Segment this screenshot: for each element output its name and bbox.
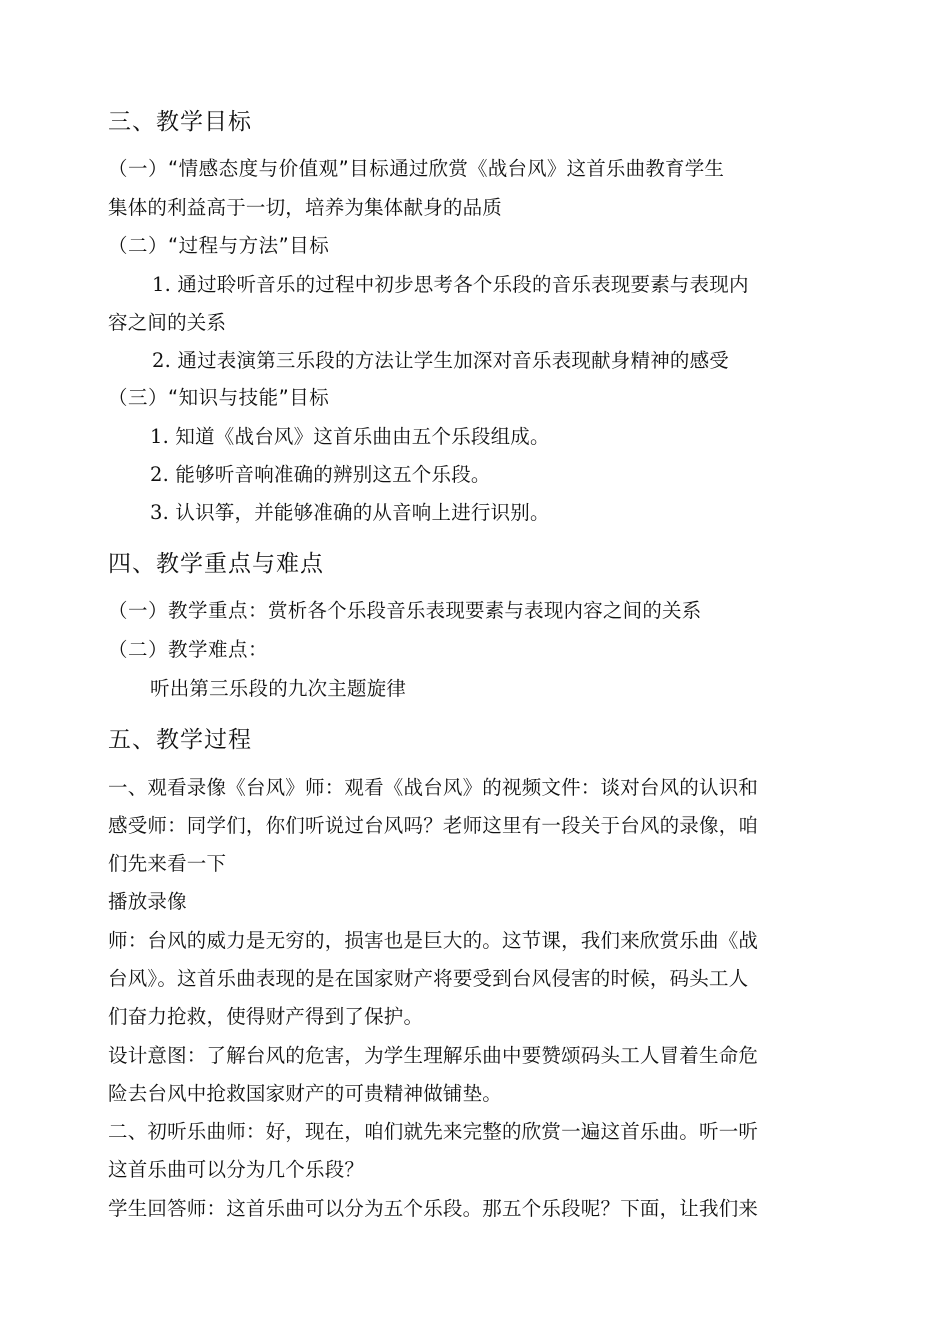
difficulty-label: （二）教学难点： [108, 638, 269, 661]
goal-1-line-2: 集体的利益高于一切，培养为集体献身的品质 [108, 196, 503, 219]
process-line: 这首乐曲可以分为几个乐段？ [108, 1158, 365, 1181]
process-line: 设计意图：了解台风的危害，为学生理解乐曲中要赞颂码头工人冒着生命危 [108, 1044, 759, 1067]
section-5-heading: 五、教学过程 [108, 727, 252, 753]
goal-3-item-3: 3. 认识筝，并能够准确的从音响上进行识别。 [150, 501, 550, 524]
goal-3-item-1: 1. 知道《战台风》这首乐曲由五个乐段组成。 [150, 425, 550, 448]
goal-1-text: 通过欣赏《战台风》这首乐曲教育学生 [389, 157, 725, 180]
process-line: 学生回答师：这首乐曲可以分为五个乐段。那五个乐段呢？下面，让我们来 [108, 1197, 759, 1220]
process-line: 们先来看一下 [108, 852, 227, 875]
section-3-heading: 三、教学目标 [108, 109, 252, 135]
goal-1-label: （一）“情感态度与价值观”目标 [108, 157, 390, 180]
process-line: 感受师：同学们，你们听说过台风吗？老师这里有一段关于台风的录像，咱 [108, 814, 759, 837]
process-line: 二、初听乐曲师：好，现在，咱们就先来完整的欣赏一遍这首乐曲。听一听 [108, 1120, 759, 1143]
process-line: 险去台风中抢救国家财产的可贵精神做铺垫。 [108, 1082, 503, 1105]
difficulty-text: 听出第三乐段的九次主题旋律 [150, 677, 407, 700]
goal-2-item-1-cont: 容之间的关系 [108, 311, 227, 334]
process-line: 台风》。这首乐曲表现的是在国家财产将要受到台风侵害的时候，码头工人 [108, 967, 749, 990]
section-4-heading: 四、教学重点与难点 [108, 551, 324, 577]
goal-2-item-2: 2. 通过表演第三乐段的方法让学生加深对音乐表现献身精神的感受 [152, 349, 730, 372]
key-point-line [108, 597, 701, 625]
goal-2-label: （二）“过程与方法”目标 [108, 234, 330, 257]
process-line: 们奋力抢救，使得财产得到了保护。 [108, 1005, 424, 1028]
process-line: 播放录像 [108, 890, 187, 913]
process-line: 师：台风的威力是无穷的，损害也是巨大的。这节课，我们来欣赏乐曲《战 [108, 929, 759, 952]
process-line: 一、观看录像《台风》师：观看《战台风》的视频文件：谈对台风的认识和 [108, 776, 759, 799]
key-point-label: （一）教学重点： [108, 599, 269, 622]
goal-3-label: （三）“知识与技能”目标 [108, 386, 330, 409]
goal-3-item-2: 2. 能够听音响准确的辨别这五个乐段。 [150, 463, 491, 486]
key-point-text: 赏析各个乐段音乐表现要素与表现内容之间的关系 [268, 599, 702, 622]
goal-1-line-1 [108, 155, 724, 183]
goal-2-item-1: 1. 通过聆听音乐的过程中初步思考各个乐段的音乐表现要素与表现内 [152, 273, 749, 296]
